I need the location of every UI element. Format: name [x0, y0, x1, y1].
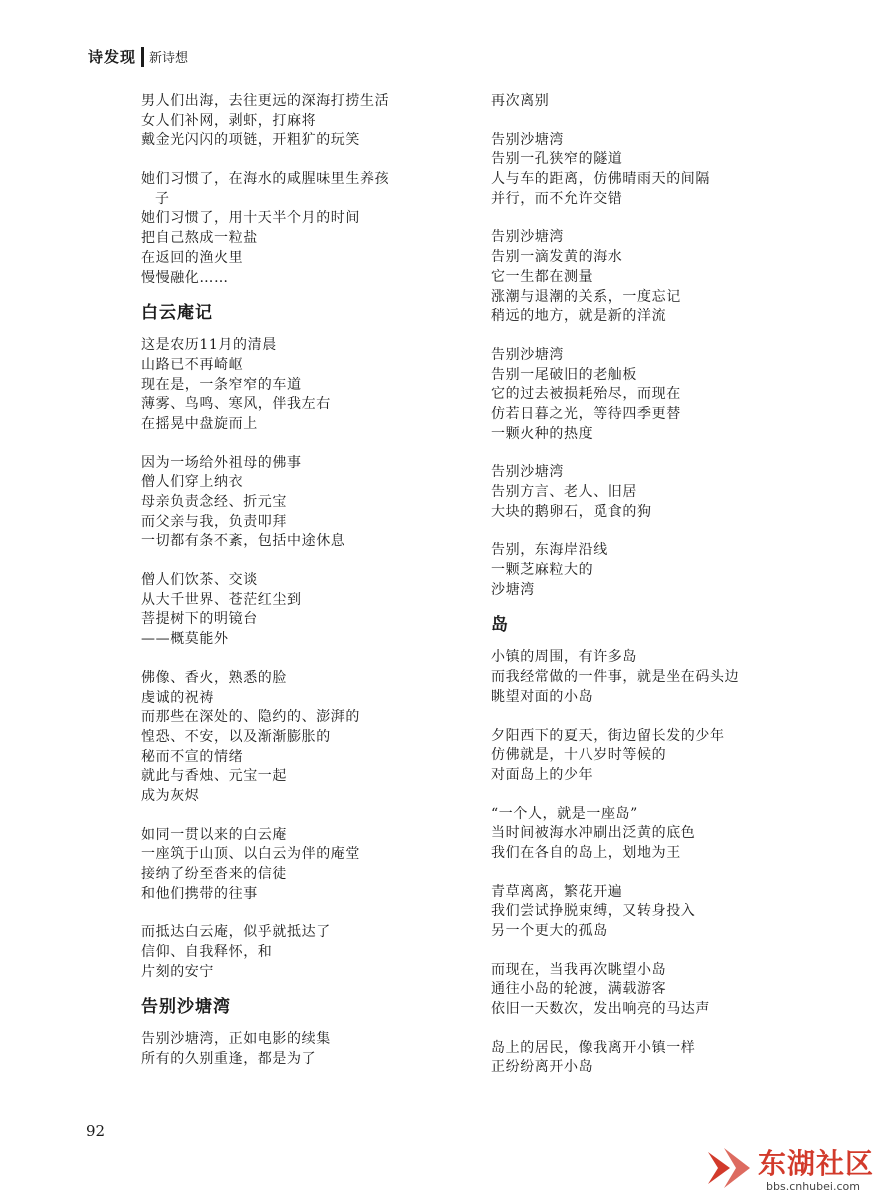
poem-line: 一颗芝麻粒大的: [491, 562, 594, 579]
poem-line: 沙塘湾: [491, 581, 535, 598]
watermark: [704, 1140, 884, 1200]
stanza-gap: [491, 327, 801, 346]
stanza-gap: [491, 112, 801, 131]
poem-line: 我们在各自的岛上，划地为王: [491, 844, 681, 861]
poem-line: 仿佛就是，十八岁时等候的: [491, 747, 667, 764]
poem-line: 告别沙塘湾: [491, 346, 564, 363]
stanza: [491, 727, 801, 786]
stanza: [141, 1030, 441, 1069]
poem-line: 而抵达白云庵，似乎就抵达了: [141, 924, 331, 941]
poem-line: 佛像、香火，熟悉的脸: [141, 669, 287, 686]
poem-line: 就此与香烛、元宝一起: [141, 768, 287, 785]
poem-line: 男人们出海，去往更远的深海打捞生活: [141, 93, 390, 109]
poem-line: 夕阳西下的夏天，街边留长发的少年: [491, 727, 725, 744]
poem-line: 告别沙塘湾: [491, 464, 564, 481]
stanza: [491, 805, 801, 864]
poem-title-baiyunan: 白云庵记: [141, 303, 213, 324]
stanza: [141, 170, 441, 288]
stanza: [141, 571, 441, 650]
stanza-gap: [491, 1020, 801, 1039]
right-column: [491, 92, 801, 1078]
poem-line: 告别，东海岸沿线: [491, 542, 608, 559]
stanza-gap: [491, 942, 801, 961]
stanza: [491, 883, 801, 942]
poem-line: 僧人们穿上纳衣: [141, 474, 244, 491]
poem-line: 通往小岛的轮渡，满载游客: [491, 981, 667, 998]
poem-line: 告别方言、老人、旧居: [491, 484, 637, 500]
section-gap: [141, 288, 441, 296]
poem-line: 因为一场给外祖母的佛事: [141, 454, 302, 471]
poem-line: 僧人们饮茶、交谈: [141, 572, 258, 589]
poem-line: 惶恐、不安，以及渐渐膨胀的: [141, 728, 331, 745]
poem-title-dao: 岛: [491, 615, 509, 636]
poem-line: 这是农历11月的清晨: [141, 337, 277, 354]
poem-line: 她们习惯了，在海水的咸腥味里生养孩: [141, 171, 390, 188]
poem-line: 而现在，当我再次眺望小岛: [491, 961, 667, 978]
section-gap: [141, 982, 441, 990]
poem-line: 并行，而不允许交错: [491, 190, 623, 207]
stanza: [491, 131, 801, 210]
poem-line: 在摇晃中盘旋而上: [141, 415, 258, 432]
poem-line: ——概莫能外: [141, 631, 229, 648]
stanza-gap: [491, 708, 801, 727]
poem-line: 告别一孔狭窄的隧道: [491, 151, 623, 168]
poem-line: 青草离离，繁花开遍: [491, 883, 623, 900]
poem-line: 当时间被海水冲刷出泛黄的底色: [491, 825, 696, 842]
poem-line: 涨潮与退潮的关系，一度忘记: [491, 288, 681, 305]
poem-line: 虔诚的祝祷: [141, 689, 214, 706]
poem-line: 告别一尾破旧的老舢板: [491, 366, 637, 383]
stanza: [491, 92, 801, 112]
poem-line: 慢慢融化……: [141, 269, 229, 286]
poem-line: 依旧一天数次，发出响亮的马达声: [491, 1001, 710, 1018]
stanza: [491, 961, 801, 1020]
poem-line: 告别沙塘湾: [491, 229, 564, 246]
poem-line: 片刻的安宁: [141, 963, 214, 980]
stanza: [141, 92, 441, 151]
stanza: [491, 463, 801, 522]
poem-line: 和他们携带的往事: [141, 885, 258, 902]
left-column: [141, 92, 441, 1070]
stanza-gap: [491, 522, 801, 541]
stanza: [141, 826, 441, 905]
stanza-gap: [141, 552, 441, 571]
poem-line: 我们尝试挣脱束缚，又转身投入: [491, 903, 696, 920]
stanza: [491, 541, 801, 600]
poem-line: “一个人，就是一座岛”: [491, 805, 638, 822]
stanza: [491, 228, 801, 326]
poem-line: 人与车的距离，仿佛晴雨天的间隔: [491, 171, 710, 188]
poem-line: 所有的久别重逢，都是为了: [141, 1051, 317, 1068]
poem-line: 她们习惯了，用十天半个月的时间: [141, 210, 360, 227]
poem-line: 小镇的周围，有许多岛: [491, 649, 637, 666]
poem-line: 信仰、自我释怀，和: [141, 944, 273, 961]
poem-line: 另一个更大的孤岛: [491, 923, 608, 939]
poem-title-shatangwan: 告别沙塘湾: [141, 997, 231, 1018]
stanza-gap: [141, 151, 441, 170]
poem-line: 岛上的居民，像我离开小镇一样: [491, 1039, 696, 1056]
stanza-gap: [491, 209, 801, 228]
poem-line: 母亲负责念经、折元宝: [141, 494, 287, 510]
stanza-gap: [491, 786, 801, 805]
poem-line: 从大千世界、苍茫红尘到: [141, 591, 302, 608]
header-divider: [141, 47, 144, 67]
poem-line: 它的过去被损耗殆尽，而现在: [491, 386, 681, 403]
stanza-gap: [141, 435, 441, 454]
poem-line: 仿若日暮之光，等待四季更替: [491, 405, 681, 422]
stanza: [141, 336, 441, 434]
poem-line: 告别一滴发黄的海水: [491, 249, 623, 266]
poem-line: 一切都有条不紊，包括中途休息: [141, 533, 346, 550]
poem-line: 女人们补网，剥虾，打麻将: [141, 112, 317, 129]
watermark-logo-icon: [704, 1146, 752, 1190]
poem-line: 稍远的地方，就是新的洋流: [491, 308, 667, 325]
poem-line: 而那些在深处的、隐约的、澎湃的: [141, 709, 360, 726]
running-header: [88, 46, 188, 67]
poem-line: 一颗火种的热度: [491, 425, 594, 442]
poem-line: 如同一贯以来的白云庵: [141, 826, 287, 843]
stanza-gap: [491, 864, 801, 883]
subsection-title: 新诗想: [149, 51, 189, 66]
poem-line: 菩提树下的明镜台: [141, 611, 258, 628]
poem-line: 再次离别: [491, 93, 550, 109]
poem-line: 子: [155, 190, 170, 207]
poem-line: 山路已不再崎岖: [141, 356, 244, 373]
poem-line: 戴金光闪闪的项链，开粗犷的玩笑: [141, 132, 360, 149]
poem-line: 在返回的渔火里: [141, 249, 244, 266]
poem-line: 把自己熬成一粒盐: [141, 230, 258, 247]
poem-line: 成为灰烬: [141, 787, 200, 804]
poem-line: 秘而不宣的情绪: [141, 748, 244, 765]
stanza: [491, 648, 801, 707]
stanza-gap: [141, 650, 441, 669]
watermark-title: 东湖社区: [758, 1147, 875, 1180]
page-number: 92: [86, 1122, 106, 1140]
stanza: [141, 669, 441, 807]
section-title: 诗发现: [88, 48, 137, 66]
poem-line: 眺望对面的小岛: [491, 688, 594, 705]
poem-line: 一座筑于山顶、以白云为伴的庵堂: [141, 846, 360, 863]
stanza-gap: [491, 444, 801, 463]
poem-line: 薄雾、鸟鸣、寒风，伴我左右: [141, 396, 331, 413]
stanza: [491, 1039, 801, 1078]
watermark-url: bbs.cnhubei.com: [766, 1180, 860, 1193]
section-gap: [491, 600, 801, 608]
stanza: [141, 454, 441, 552]
poem-line: 现在是，一条窄窄的车道: [141, 376, 302, 393]
poem-line: 对面岛上的少年: [491, 766, 594, 783]
poem-line: 而父亲与我，负责叩拜: [141, 513, 287, 530]
poem-line: 告别沙塘湾: [491, 131, 564, 148]
poem-line: 它一生都在测量: [491, 268, 594, 285]
stanza: [491, 346, 801, 444]
poem-line: 而我经常做的一件事，就是坐在码头边: [491, 669, 740, 686]
stanza-gap: [141, 807, 441, 826]
poem-line: 接纳了纷至沓来的信徒: [141, 866, 287, 882]
stanza: [141, 923, 441, 982]
poem-line: 正纷纷离开小岛: [491, 1059, 594, 1076]
stanza-gap: [141, 904, 441, 923]
poem-line: 告别沙塘湾，正如电影的续集: [141, 1031, 331, 1048]
poem-line: 大块的鹅卵石，觅食的狗: [491, 503, 652, 520]
